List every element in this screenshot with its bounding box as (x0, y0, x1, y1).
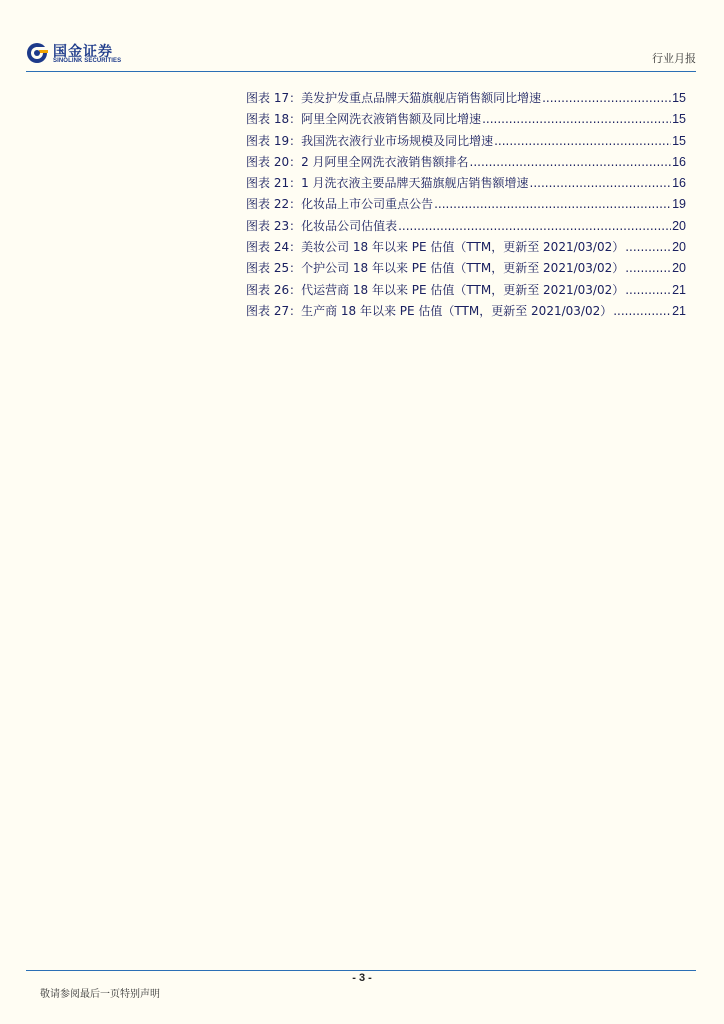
toc-dot-leader (625, 258, 671, 279)
toc-entry-page: 21 (672, 303, 686, 318)
toc-dot-leader (482, 109, 671, 130)
toc-entry[interactable] (246, 173, 686, 194)
toc-dot-leader (542, 88, 671, 109)
toc-entry-label: 图表 20：2 月阿里全网洗衣液销售额排名 (246, 154, 469, 169)
logo-text-en: SINOLINK SECURITIES (53, 58, 122, 64)
toc-entry-page: 16 (672, 154, 686, 169)
toc-entry-label: 图表 18：阿里全网洗衣液销售额及同比增速 (246, 112, 482, 127)
toc-entry[interactable] (246, 301, 686, 322)
toc-entry-label: 图表 19：我国洗衣液行业市场规模及同比增速 (246, 133, 494, 148)
toc-entry-page: 20 (672, 218, 686, 233)
toc-dot-leader (613, 301, 671, 322)
toc-entry-label: 图表 25：个护公司 18 年以来 PE 估值（TTM，更新至 2021/03/02） (246, 261, 625, 276)
toc-entry-page: 15 (672, 133, 686, 148)
page-header (26, 40, 696, 72)
header-divider (26, 71, 696, 72)
toc-entry-page: 16 (672, 176, 686, 191)
logo-text-cn: 国金证券 (53, 44, 113, 60)
toc-entry[interactable] (246, 152, 686, 173)
toc-entry-page: 15 (672, 91, 686, 105)
toc-dot-leader (470, 152, 672, 173)
toc-entry-page: 19 (672, 197, 686, 212)
toc-dot-leader (398, 216, 671, 237)
footer-divider (26, 970, 696, 971)
toc-entry-label: 图表 26：代运营商 18 年以来 PE 估值（TTM，更新至 2021/03/02） (246, 282, 625, 297)
report-type-label: 行业月报 (652, 52, 696, 65)
toc-dot-leader (434, 194, 671, 215)
toc-entry-label: 图表 24：美妆公司 18 年以来 PE 估值（TTM，更新至 2021/03/02） (246, 240, 625, 255)
toc-entry-label: 图表 22：化妆品上市公司重点公告 (246, 197, 434, 212)
toc-entry[interactable] (246, 258, 686, 279)
toc-entry-page: 20 (672, 261, 686, 276)
page-number: - 3 - (352, 972, 372, 984)
toc-entry[interactable] (246, 237, 686, 258)
figure-index-list (246, 88, 686, 322)
toc-entry-label: 图表 21：1 月洗衣液主要品牌天猫旗舰店销售额增速 (246, 176, 529, 191)
sinolink-logo-icon (26, 42, 48, 64)
toc-dot-leader (625, 280, 671, 301)
toc-entry-label: 图表 17：美发护发重点品牌天猫旗舰店销售额同比增速 (246, 91, 542, 105)
toc-entry[interactable] (246, 109, 686, 130)
toc-dot-leader (494, 131, 671, 152)
toc-entry[interactable] (246, 280, 686, 301)
disclaimer-text: 敬请参阅最后一页特别声明 (40, 989, 160, 1000)
toc-entry-page: 15 (672, 112, 686, 127)
toc-entry[interactable] (246, 194, 686, 215)
toc-entry-page: 20 (672, 240, 686, 255)
toc-entry[interactable] (246, 216, 686, 237)
toc-entry-page: 21 (672, 282, 686, 297)
company-logo (26, 40, 138, 68)
toc-entry-label: 图表 23：化妆品公司估值表 (246, 218, 398, 233)
toc-dot-leader (530, 173, 672, 194)
toc-entry-label: 图表 27：生产商 18 年以来 PE 估值（TTM，更新至 2021/03/02） (246, 303, 613, 318)
toc-entry[interactable] (246, 131, 686, 152)
toc-entry[interactable] (246, 88, 686, 109)
toc-dot-leader (625, 237, 671, 258)
